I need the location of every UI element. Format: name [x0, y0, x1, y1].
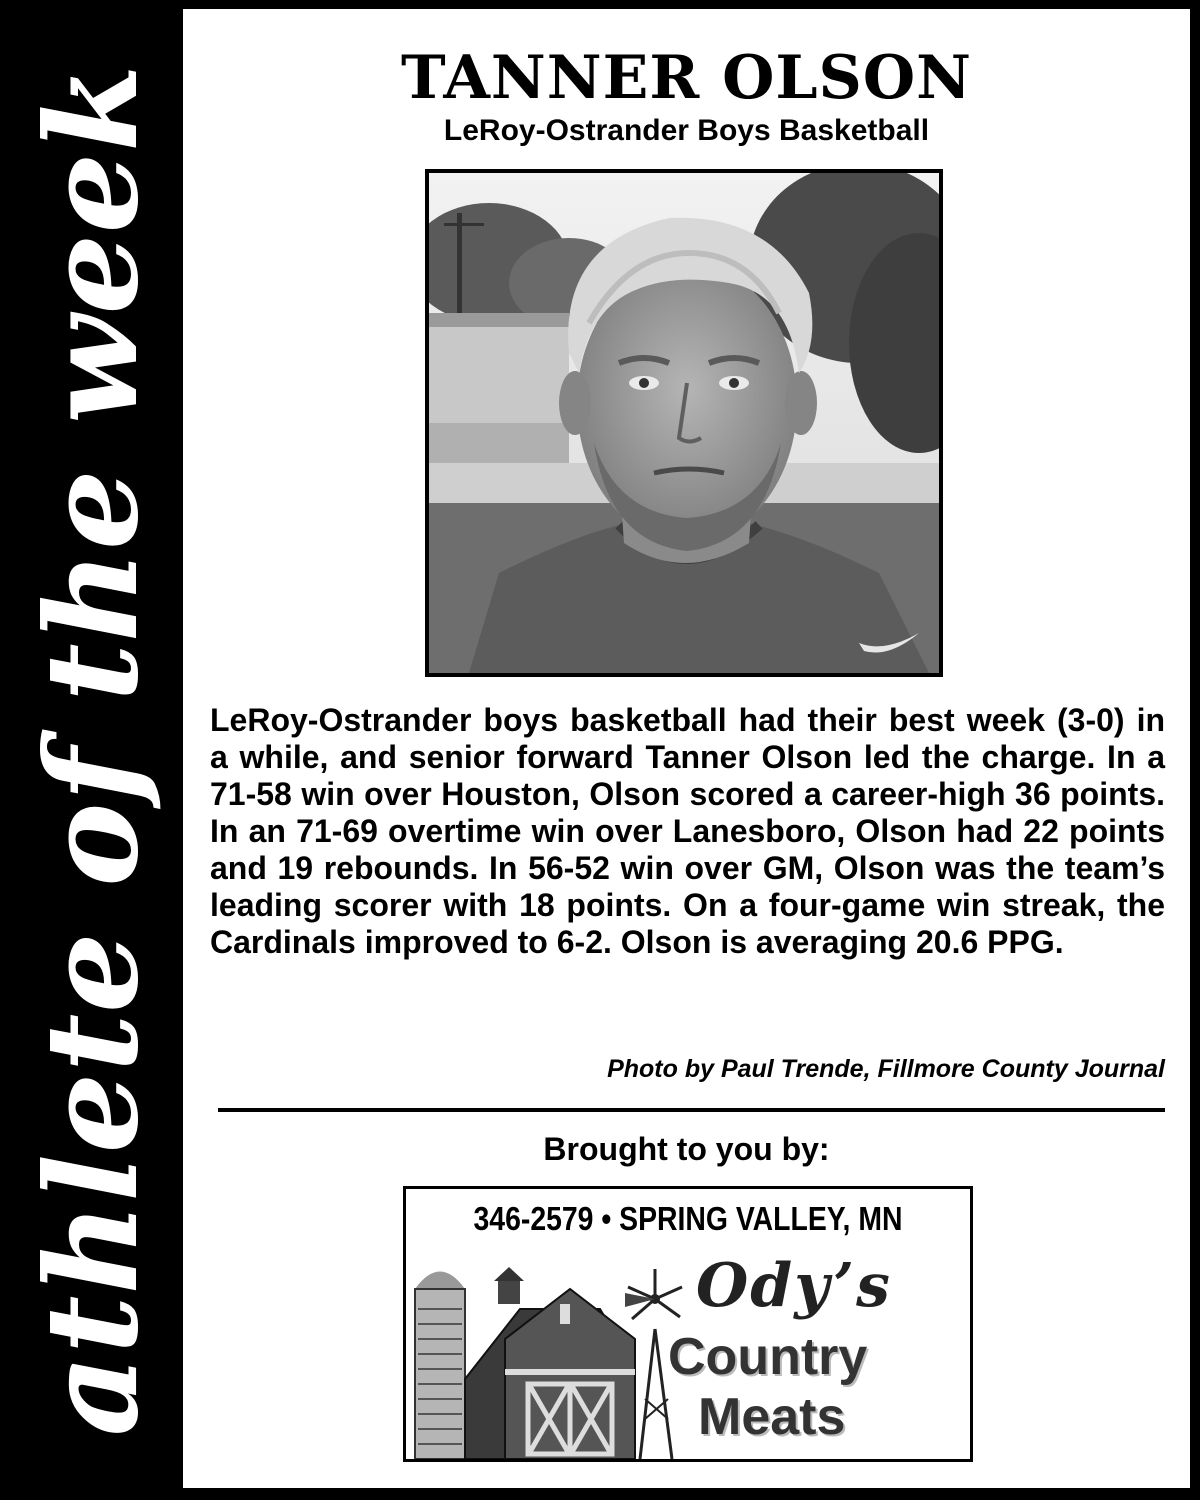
sponsor-intro: Brought to you by: [543, 1131, 830, 1167]
sponsor-name-line1: Ody’s [696, 1251, 892, 1321]
divider [218, 1108, 1165, 1112]
athlete-portrait-photo-icon [429, 173, 939, 673]
athlete-name: TANNER OLSON [401, 43, 972, 113]
sponsor-ad[interactable] [403, 1186, 973, 1462]
sidebar-label: athlete of the week [18, 63, 166, 1437]
sidebar-banner [0, 0, 183, 1500]
sponsor-name-line3: Meats [698, 1388, 846, 1446]
content-panel [183, 9, 1190, 1488]
athlete-team: LeRoy-Ostrander Boys Basketball [443, 114, 930, 147]
article-body: LeRoy-Ostrander boys basketball had their best week (3-0) in a while, and senior forward Tanner Olson led the charge. In a 71-58 win over Houston, Olson scored a career-high 36 points. In an 71-69 overtime win over Lanesboro, Olson had 22 points and 19 rebounds. In 56-52 win over GM, Olson was the team’s leading scorer with 18 points. On a four-game win streak, the Cardinals improved to 6-2. Olson is averaging 20.6 PPG. [210, 702, 1165, 960]
photo-credit: Photo by Paul Trende, Fillmore County Journal [607, 1055, 1165, 1083]
sponsor-name-line2: Country [668, 1328, 868, 1386]
sponsor-contact: 346-2579 • SPRING VALLEY, MN [473, 1200, 903, 1237]
barn-silo-windmill-icon [410, 1249, 690, 1459]
athlete-photo [425, 169, 943, 677]
